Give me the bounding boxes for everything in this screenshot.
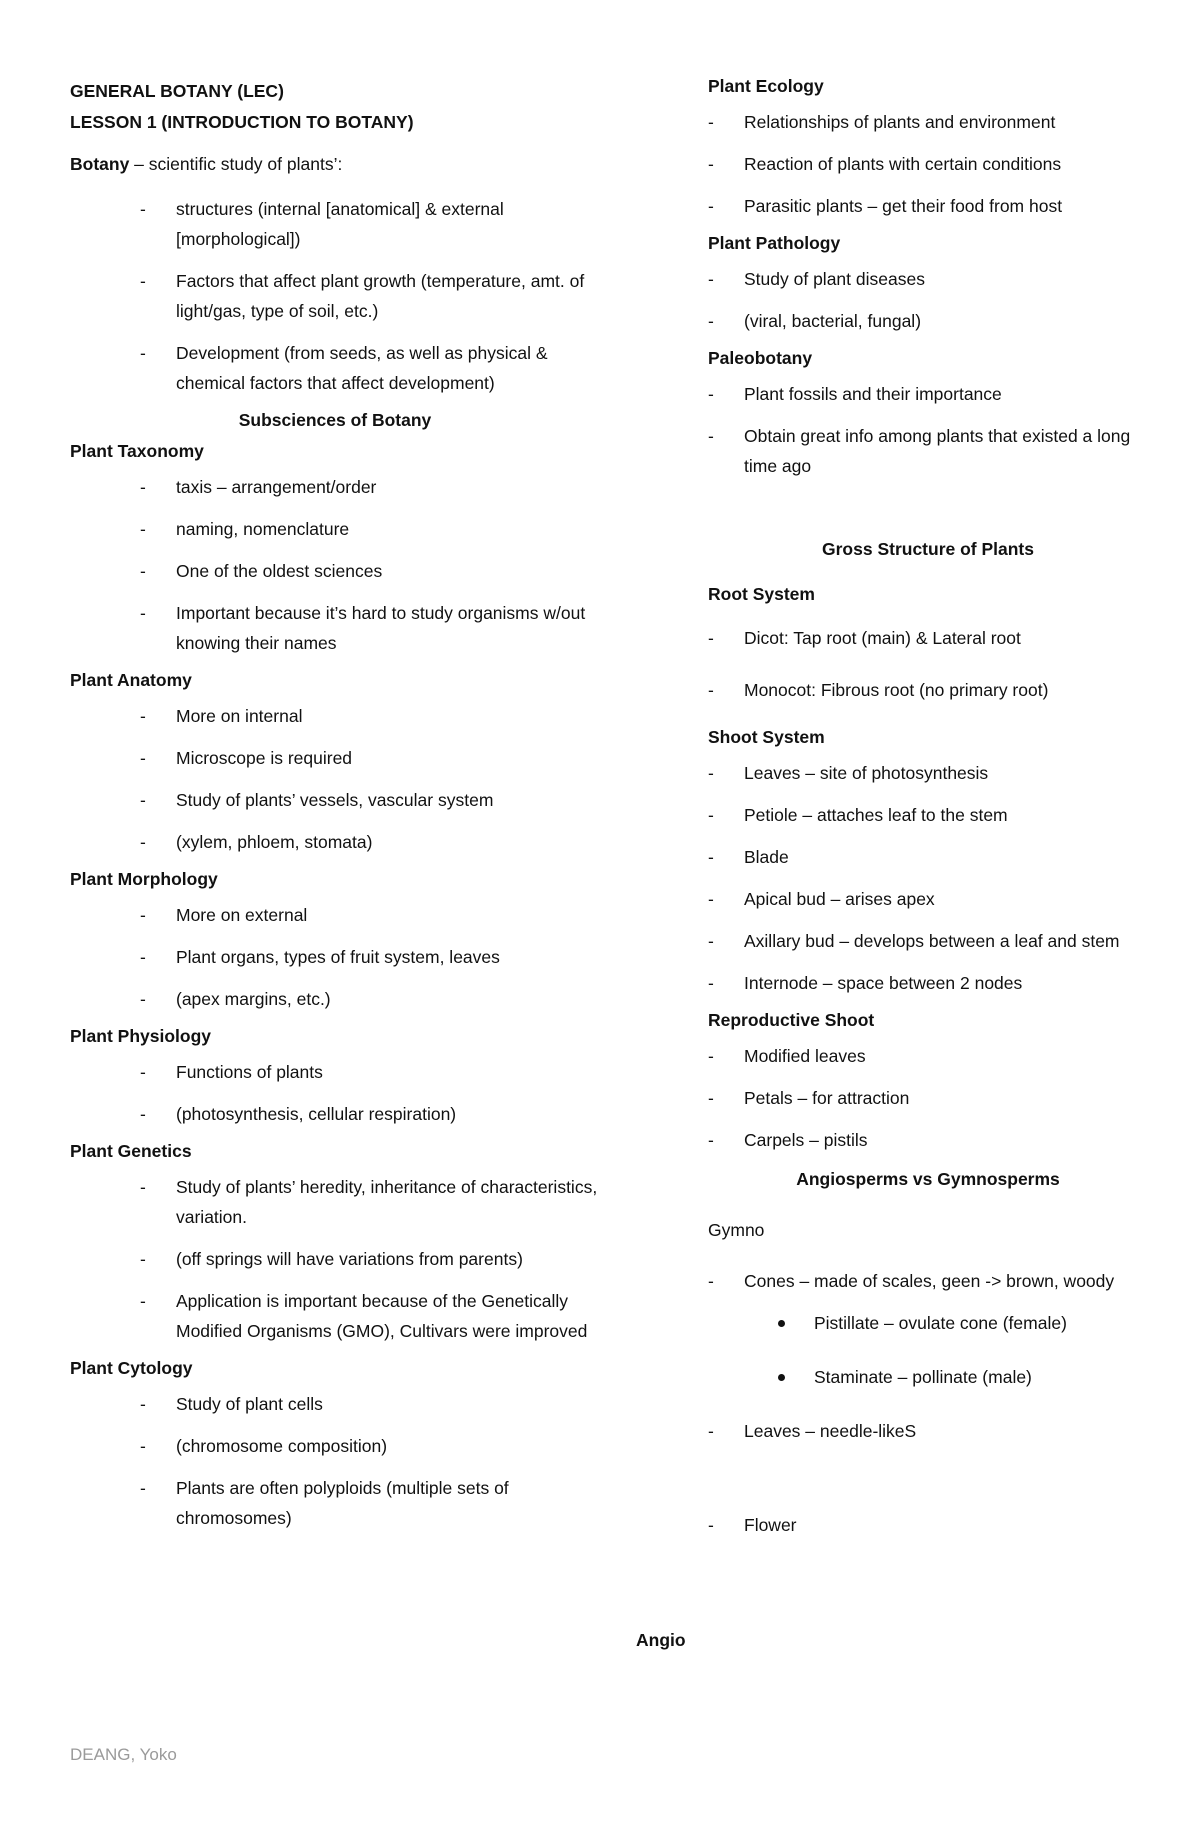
- bullet-item: Staminate – pollinate (male): [708, 1362, 1148, 1392]
- list-item: - Apical bud – arises apex: [708, 889, 935, 909]
- list-item: - Leaves – needle-likeS: [708, 1421, 917, 1441]
- list-item: - (viral, bacterial, fungal): [708, 311, 922, 331]
- section-heading-genetics: Plant Genetics: [70, 1141, 192, 1161]
- list-item: - Petiole – attaches leaf to the stem: [708, 805, 1008, 825]
- list-item: - Blade: [708, 847, 789, 867]
- right-column: [708, 76, 1148, 1552]
- list-item: - Axillary bud – develops between a leaf and stem: [708, 931, 1120, 951]
- section-heading-morphology: Plant Morphology: [70, 869, 218, 889]
- list-item: - Plant fossils and their importance: [708, 384, 1002, 404]
- section-heading-pathology: Plant Pathology: [708, 233, 841, 253]
- list-item: - Monocot: Fibrous root (no primary root): [708, 680, 1049, 700]
- section-heading-paleobotany: Paleobotany: [708, 348, 813, 368]
- section-heading-root-system: Root System: [708, 584, 815, 604]
- course-title: GENERAL BOTANY (LEC): [70, 81, 284, 101]
- list-item: - Application is important because of the Genetically Modified Organisms (GMO), Cultivars were improved: [140, 1291, 588, 1341]
- list-item: - (off springs will have variations from parents): [140, 1249, 523, 1269]
- list-item: - Microscope is required: [140, 748, 353, 768]
- list-item: - Reaction of plants with certain conditions: [708, 154, 1062, 174]
- bullet-item: Pistillate – ovulate cone (female): [708, 1308, 1148, 1338]
- list-item: - Modified leaves: [708, 1046, 866, 1066]
- list-item: - Internode – space between 2 nodes: [708, 973, 1023, 993]
- angio-label: Angio: [636, 1630, 686, 1650]
- section-heading-taxonomy: Plant Taxonomy: [70, 441, 204, 461]
- section-heading-anatomy: Plant Anatomy: [70, 670, 192, 690]
- section-heading-reproductive-shoot: Reproductive Shoot: [708, 1010, 875, 1030]
- list-item: - Carpels – pistils: [708, 1130, 868, 1150]
- list-item: - Important because it’s hard to study organisms w/out knowing their names: [140, 603, 586, 653]
- list-item: - Obtain great info among plants that existed a long time ago: [708, 426, 1131, 476]
- list-item: - Development (from seeds, as well as physical & chemical factors that affect development): [140, 343, 548, 393]
- list-item: - (photosynthesis, cellular respiration): [140, 1104, 457, 1124]
- section-heading-physiology: Plant Physiology: [70, 1026, 211, 1046]
- list-item: - More on external: [140, 905, 308, 925]
- section-heading-shoot-system: Shoot System: [708, 727, 825, 747]
- list-item: - More on internal: [140, 706, 303, 726]
- list-item: - Study of plants’ heredity, inheritance of characteristics, variation.: [140, 1177, 598, 1227]
- botany-definition-text: – scientific study of plants’:: [129, 154, 343, 174]
- list-item: - Study of plant diseases: [708, 269, 925, 289]
- list-item: - (apex margins, etc.): [140, 989, 331, 1009]
- list-item: - Functions of plants: [140, 1062, 323, 1082]
- bullet-icon: [778, 1320, 785, 1327]
- section-heading-cytology: Plant Cytology: [70, 1358, 193, 1378]
- list-item: - Plant organs, types of fruit system, leaves: [140, 947, 500, 967]
- section-heading-ecology: Plant Ecology: [708, 76, 824, 96]
- bullet-icon: [778, 1374, 785, 1381]
- list-item: - One of the oldest sciences: [140, 561, 383, 581]
- list-item: - Cones – made of scales, geen -> brown, woody: [708, 1271, 1115, 1291]
- footer-author: DEANG, Yoko: [70, 1745, 177, 1764]
- list-item: - Flower: [708, 1515, 797, 1535]
- list-item: - Parasitic plants – get their food from host: [708, 196, 1063, 216]
- left-column: [70, 76, 600, 1545]
- botany-definition: [70, 152, 600, 176]
- list-item: - taxis – arrangement/order: [140, 477, 377, 497]
- list-item: - Study of plant cells: [140, 1394, 323, 1414]
- list-item: - Plants are often polyploids (multiple sets of chromosomes): [140, 1478, 509, 1528]
- gross-structure-heading: Gross Structure of Plants: [822, 539, 1034, 559]
- list-item: - Dicot: Tap root (main) & Lateral root: [708, 628, 1021, 648]
- list-item: - (xylem, phloem, stomata): [140, 832, 373, 852]
- list-item: - Leaves – site of photosynthesis: [708, 763, 989, 783]
- list-item: - (chromosome composition): [140, 1436, 388, 1456]
- list-item: - Relationships of plants and environment: [708, 112, 1056, 132]
- list-item: - Study of plants’ vessels, vascular system: [140, 790, 494, 810]
- botany-term: Botany: [70, 154, 130, 174]
- list-item: - structures (internal [anatomical] & external [morphological]): [140, 199, 504, 249]
- lesson-title: LESSON 1 (INTRODUCTION TO BOTANY): [70, 112, 414, 132]
- list-item: - Petals – for attraction: [708, 1088, 910, 1108]
- list-item: - naming, nomenclature: [140, 519, 350, 539]
- subsciences-heading: Subsciences of Botany: [238, 410, 432, 430]
- list-item: - Factors that affect plant growth (temperature, amt. of light/gas, type of soil, etc.): [140, 271, 585, 321]
- angio-gymno-heading: Angiosperms vs Gymnosperms: [796, 1169, 1060, 1189]
- gymno-label: Gymno: [708, 1220, 765, 1240]
